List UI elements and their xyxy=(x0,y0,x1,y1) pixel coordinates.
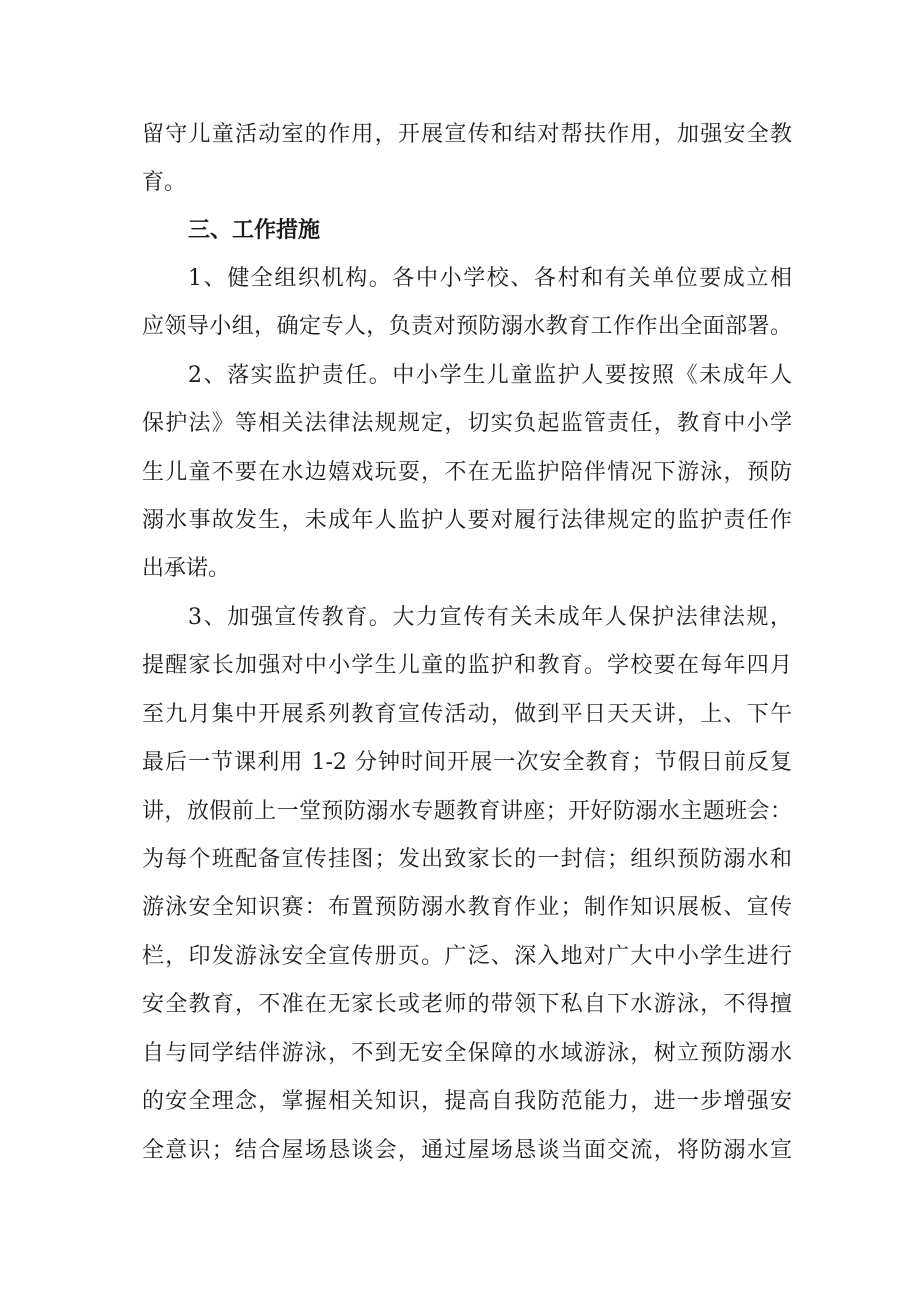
item2-line-3: 生儿童不要在水边嬉戏玩耍，不在无监护陪伴情况下游泳，预防 xyxy=(142,460,792,485)
item2-line-4: 溺水事故发生，未成年人监护人要对履行法律规定的监护责任作 xyxy=(142,508,792,533)
intro-line-1: 留守儿童活动室的作用，开展宣传和结对帮扶作用，加强安全教 xyxy=(142,122,792,147)
item3-line-4: 最后一节课利用 1-2 分钟时间开展一次安全教育；节假日前反复 xyxy=(142,750,792,775)
item3-line-7: 游泳安全知识赛：布置预防溺水教育作业；制作知识展板、宣传 xyxy=(142,895,792,920)
item3-line-12: 全意识；结合屋场恳谈会，通过屋场恳谈当面交流，将防溺水宣 xyxy=(142,1138,792,1163)
item3-line-8: 栏，印发游泳安全宣传册页。广泛、深入地对广大中小学生进行 xyxy=(142,944,792,969)
item3-line-11: 的安全理念，掌握相关知识，提高自我防范能力，进一步增强安 xyxy=(142,1089,792,1114)
item3-line-9: 安全教育，不准在无家长或老师的带领下私自下水游泳，不得擅 xyxy=(142,992,792,1017)
item3-line-6: 为每个班配备宣传挂图；发出致家长的一封信；组织预防溺水和 xyxy=(142,847,792,872)
item3-line-10: 自与同学结伴游泳，不到无安全保障的水域游泳，树立预防溺水 xyxy=(142,1041,792,1066)
item2-line-2: 保护法》等相关法律法规规定，切实负起监管责任，教育中小学 xyxy=(142,411,792,436)
item1-line-1: 1、健全组织机构。各中小学校、各村和有关单位要成立相 xyxy=(188,266,792,291)
item3-line-1: 3、加强宣传教育。大力宣传有关未成年人保护法律法规， xyxy=(188,605,792,630)
item2-line-1: 2、落实监护责任。中小学生儿童监护人要按照《未成年人 xyxy=(188,363,792,388)
item2-line-5: 出承诺。 xyxy=(142,556,231,581)
intro-line-2: 育。 xyxy=(142,170,187,195)
item3-line-2: 提醒家长加强对中小学生儿童的监护和教育。学校要在每年四月 xyxy=(142,653,792,678)
section-heading: 三、工作措施 xyxy=(188,218,321,243)
item1-line-2: 应领导小组，确定专人，负责对预防溺水教育工作作出全面部署。 xyxy=(142,314,792,339)
item3-line-3: 至九月集中开展系列教育宣传活动，做到平日天天讲，上、下午 xyxy=(142,702,792,727)
item3-line-5: 讲，放假前上一堂预防溺水专题教育讲座；开好防溺水主题班会： xyxy=(142,799,792,824)
